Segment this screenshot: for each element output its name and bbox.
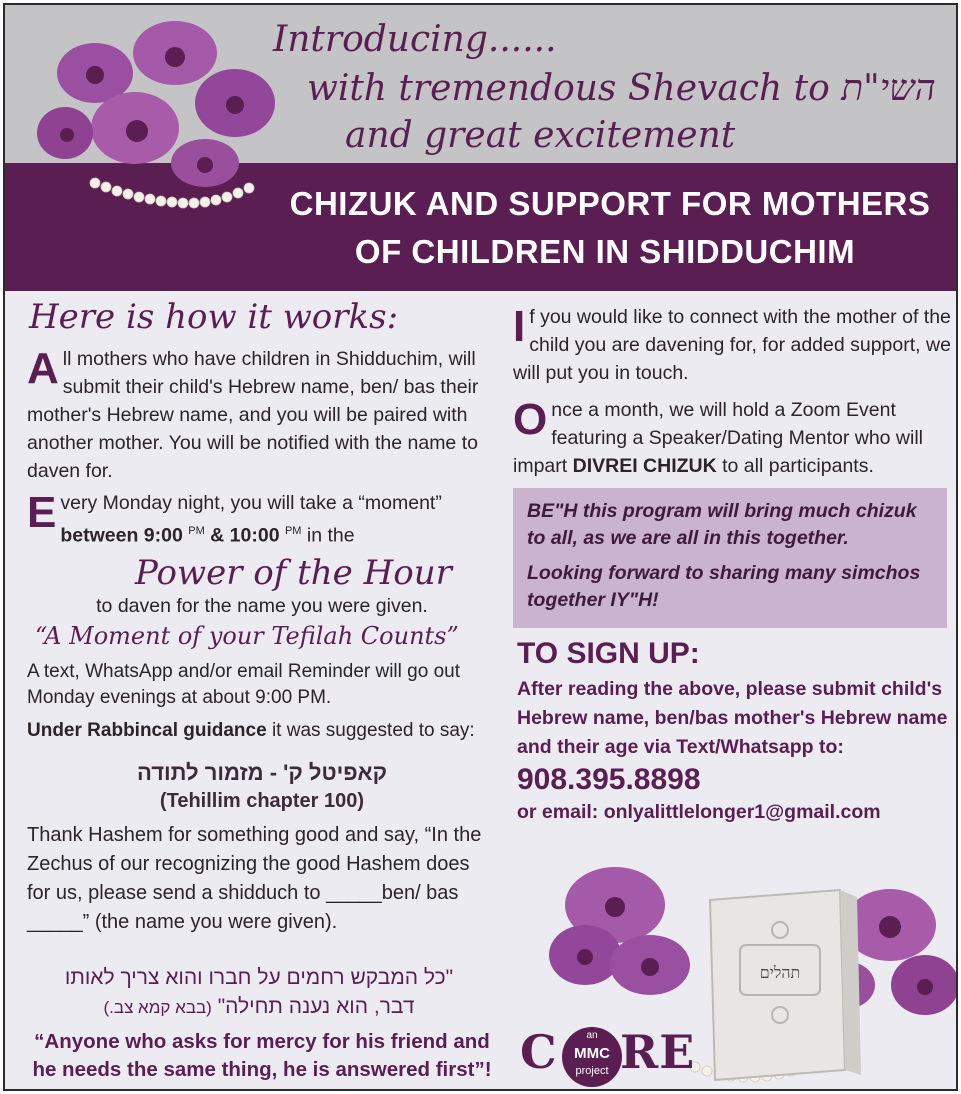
intro-line-3: and great excitement: [345, 115, 736, 156]
pm-label-1: PM: [188, 525, 205, 537]
paragraph-e: [27, 489, 497, 550]
headline-line-1: CHIZUK AND SUPPORT FOR MOTHERS: [289, 185, 931, 222]
thank-hashem-text: Thank Hashem for something good and say, “In the Zechus of our recognizing the good Hashem does for us, please send a shidduch to _____ben/ bas _____” (the name you were given).: [27, 824, 482, 933]
in-the-text: in the: [306, 524, 355, 547]
paragraph-o-text: nce a month, we will hold a Zoom Event featuring a Speaker/Dating Mentor who will impart: [513, 399, 924, 477]
dropcap-i: I: [513, 302, 526, 351]
headline-line-2: OF CHILDREN IN SHIDDUCHIM: [354, 233, 856, 270]
guidance-bold: Under Rabbincal guidance: [27, 720, 267, 741]
guidance-rest: it was suggested to say:: [271, 720, 475, 741]
tehillim-book-label: תהלים: [759, 963, 801, 982]
dropcap-a: A: [27, 344, 59, 393]
kapitel-hebrew: קאפיטל ק' - מזמור לתודה: [137, 760, 387, 785]
callout-box: [513, 488, 947, 628]
english-quote: “Anyone who asks for mercy for his friend and he needs the same thing, he is answered first”!: [32, 1030, 492, 1081]
logo-letters-re: RE: [620, 1025, 696, 1079]
power-of-the-hour-title: Power of the Hour: [135, 553, 452, 593]
core-logo: [520, 1023, 700, 1091]
paragraph-i: [513, 303, 953, 387]
intro-line-1: Introducing......: [273, 19, 557, 60]
logo-mmc: MMC: [574, 1045, 610, 1062]
hebrew-quote-source: (בבא קמא צב.): [103, 998, 212, 1017]
how-it-works-title: Here is how it works:: [29, 297, 399, 337]
paragraph-o: [513, 396, 958, 480]
time-end: & 10:00: [210, 524, 280, 547]
time-start: between 9:00: [60, 524, 183, 547]
phone-number[interactable]: 908.395.8898: [517, 763, 701, 796]
moment-quote: “A Moment of your Tefilah Counts”: [35, 622, 459, 650]
dropcap-e: E: [27, 488, 57, 537]
paragraph-e-text: very Monday night, you will take a “moment”: [60, 492, 442, 514]
flyer: [3, 3, 958, 1091]
hebrew-quote-line-1: "כל המבקש רחמים על חברו והוא צריך לאותו: [64, 966, 454, 989]
pm-label-2: PM: [284, 525, 302, 537]
orchid-pearls-icon: [25, 13, 295, 223]
kapitel-english: (Tehillim chapter 100): [159, 790, 365, 812]
paragraph-i-text: f you would like to connect with the mother of the child you are davening for, for added support, we will put you in touch.: [513, 306, 951, 384]
paragraph-o-end: to all participants.: [722, 455, 874, 477]
reminder-text: A text, WhatsApp and/or email Reminder will go out Monday evenings at about 9:00 PM.: [27, 661, 460, 708]
email-link[interactable]: or email: onlyalittlelonger1@gmail.com: [517, 801, 881, 823]
paragraph-a: [27, 345, 487, 485]
signup-title: TO SIGN UP:: [517, 637, 700, 670]
tehillim-book: [710, 890, 861, 1080]
paragraph-a-text: ll mothers who have children in Shidduchim, will submit their child's Hebrew name, ben/ bas their mother's Hebrew name, and you will be paired with another mother. You will be notified with the name to daven for.: [27, 348, 479, 482]
hebrew-quote-line-2-row: [19, 992, 499, 1022]
logo-project: project: [575, 1065, 609, 1077]
guidance-text: [27, 717, 497, 745]
power-subtitle: to daven for the name you were given.: [96, 595, 428, 617]
logo-an: an: [586, 1030, 598, 1041]
callout-line-2: Looking forward to sharing many simchos together IY"H!: [527, 562, 921, 611]
intro-line-2: with tremendous Shevach to השי"ת: [307, 68, 936, 109]
hebrew-quote-line-2: דבר, הוא נענה תחילה": [217, 995, 415, 1018]
hebrew-quote: [19, 963, 499, 1022]
divrei-chizuk: DIVREI CHIZUK: [572, 455, 717, 477]
dropcap-o: O: [513, 395, 548, 444]
mmc-badge: [562, 1027, 622, 1087]
signup-instructions: After reading the above, please submit child's Hebrew name, ben/bas mother's Hebrew name and their age via Text/Whatsapp to:: [517, 678, 948, 758]
logo-letter-c: C: [520, 1025, 558, 1079]
callout-line-1: BE"H this program will bring much chizuk to all, as we are all in this together.: [527, 500, 917, 549]
